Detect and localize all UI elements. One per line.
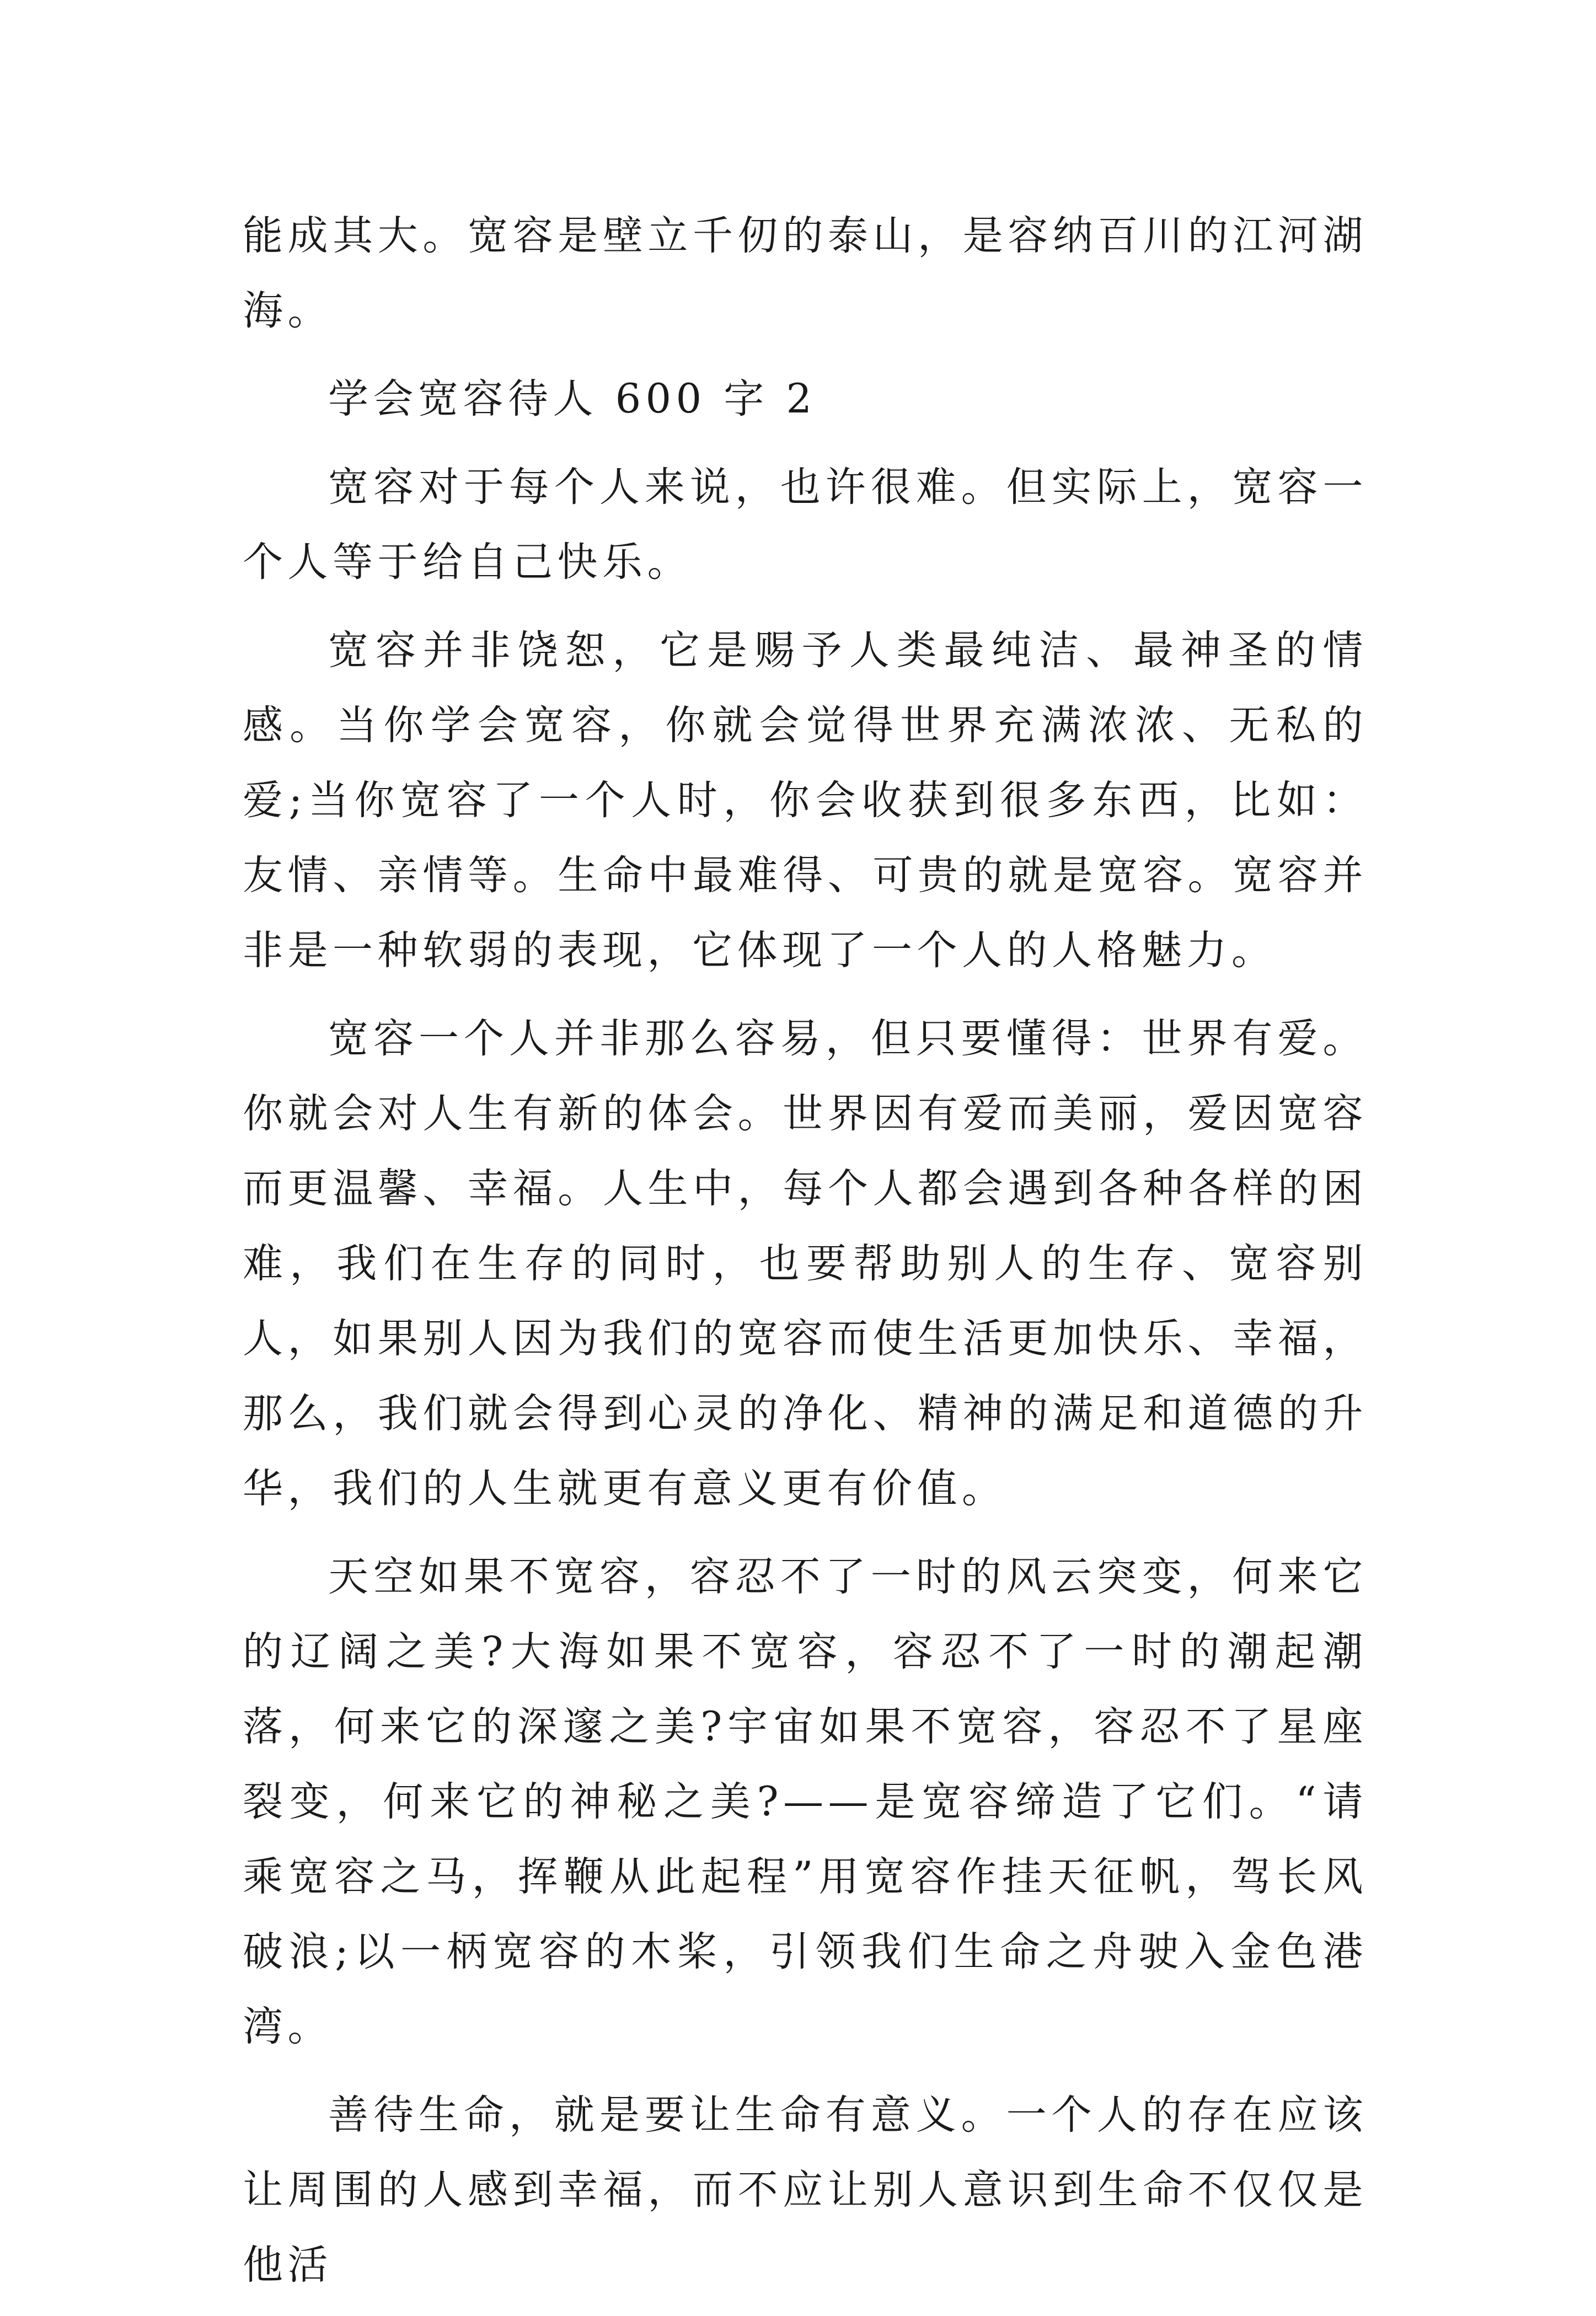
paragraph: 宽容一个人并非那么容易，但只要懂得：世界有爱。你就会对人生有新的体会。世界因有爱而美丽，爱因宽容而更温馨、幸福。人生中，每个人都会遇到各种各样的困难，我们在生存的同时，也要帮助别人的生存、宽容别人，如果别人因为我们的宽容而使生活更加快乐、幸福，那么，我们就会得到心灵的净化、精神的满足和道德的升华，我们的人生就更有意义更有价值。 [243,1015,1368,1512]
paragraph: 宽容对于每个人来说，也许很难。但实际上，宽容一个人等于给自己快乐。 [243,464,1368,586]
section-heading: 学会宽容待人 600 字 2 [328,376,817,422]
paragraph: 善待生命，就是要让生命有意义。一个人的存在应该让周围的人感到幸福，而不应让别人意识到生命不仅仅是他活 [243,2092,1368,2288]
paragraph-continuation: 能成其大。宽容是壁立千仞的泰山，是容纳百川的江河湖海。 [243,212,1368,334]
paragraph: 宽容并非饶恕，它是赐予人类最纯洁、最神圣的情感。当你学会宽容，你就会觉得世界充满浓浓、无私的爱;当你宽容了一个人时，你会收获到很多东西，比如：友情、亲情等。生命中最难得、可贵的就是宽容。宽容并非是一种软弱的表现，它体现了一个人的人格魅力。 [243,627,1368,974]
paragraph: 天空如果不宽容，容忍不了一时的风云突变，何来它的辽阔之美?大海如果不宽容，容忍不了一时的潮起潮落，何来它的深邃之美?宇宙如果不宽容，容忍不了星座裂变，何来它的神秘之美?——是宽容缔造了它们。“请乘宽容之马，挥鞭从此起程”用宽容作挂天征帆，驾长风破浪;以一柄宽容的木桨，引领我们生命之舟驶入金色港湾。 [243,1553,1368,2050]
document-body [243,199,1368,2316]
